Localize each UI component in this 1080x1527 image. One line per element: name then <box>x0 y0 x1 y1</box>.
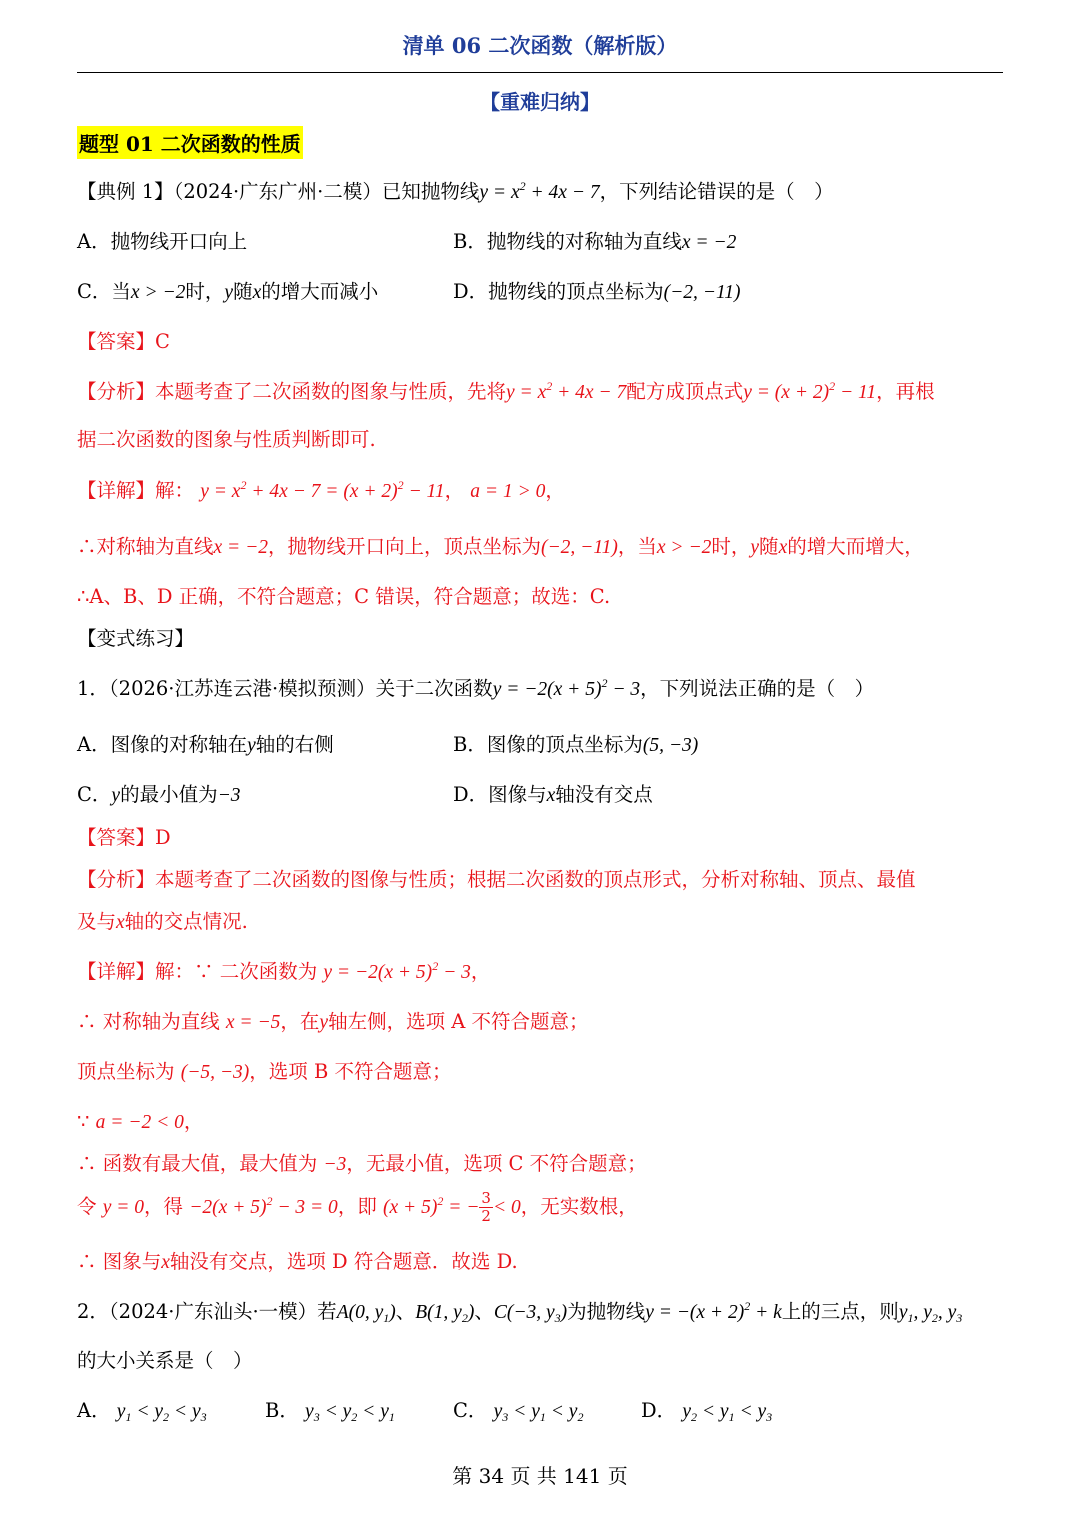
topic-heading: 题型 01 二次函数的性质 <box>77 126 303 159</box>
fraction: $\frac{3}{2}$ <box>481 1189 491 1225</box>
q2-stem-cont: 的大小关系是（ ） <box>77 1349 253 1372</box>
header-rule <box>77 72 1003 73</box>
document-title: 清单 06 二次函数（解析版） <box>402 33 678 58</box>
q1-analysis: 【分析】本题考查了二次函数的图像与性质；根据二次函数的顶点形式，分析对称轴、顶点、最值 <box>77 868 916 891</box>
example1-conclusion-1: ∴对称轴为直线x = −2，抛物线开口向上，顶点坐标为(−2, −11)，当x > −2时，y随x的增大而增大， <box>77 535 924 558</box>
q1-stem: 1．（2026·江苏连云港·模拟预测）关于二次函数$y = -2(x + 5)^2 - 3$，下列说法正确的是（ ） <box>77 676 875 700</box>
q1-option-b: B．图像的顶点坐标为(5, −3) <box>453 733 699 756</box>
example1-detail: 【详解】解： $y = x^2 + 4x - 7 = (x + 2)^2 - 11$， a = 1 > 0， <box>77 478 565 502</box>
example1-option-c: C．当x > −2时，y随x的增大而减小 <box>77 280 379 303</box>
q1-answer: 【答案】D <box>77 826 171 849</box>
q2-option-a: A． $y_1 < y_2 < y_3$ <box>77 1399 207 1424</box>
q1-option-c: C．y的最小值为−3 <box>77 783 241 806</box>
example1-analysis-cont: 据二次函数的图象与性质判断即可. <box>77 428 376 451</box>
q1-detail-5: ∴ 函数有最大值，最大值为 −3，无最小值，选项 C 不符合题意； <box>77 1152 647 1175</box>
q2-option-d: D． $y_2 < y_1 < y_3$ <box>641 1399 773 1424</box>
q2-option-c: C． $y_3 < y_1 < y_2$ <box>453 1399 584 1424</box>
q1-option-a: A．图像的对称轴在y轴的右侧 <box>77 733 334 756</box>
q2-option-b: B． $y_3 < y_2 < y_1$ <box>265 1399 395 1424</box>
q1-detail-6: 令 y = 0，得 $-2(x + 5)^2 - 3 = 0$，即 $(x + 5)^2$ = − $\frac{3}{2}$ < 0，无实数根， <box>77 1189 638 1225</box>
page-footer: 第 34 页 共 141 页 <box>452 1464 628 1488</box>
q1-detail-1: 【详解】解：∵ 二次函数为 $y = -2(x + 5)^2 - 3$， <box>77 959 491 983</box>
example1-option-b: B．抛物线的对称轴为直线x = −2 <box>453 230 737 253</box>
q1-detail-7: ∴ 图象与x轴没有交点，选项 D 符合题意．故选 D. <box>77 1250 518 1273</box>
q1-analysis-cont: 及与x轴的交点情况. <box>77 910 248 933</box>
q1-detail-4: ∵ a = −2 < 0， <box>77 1110 204 1133</box>
section-heading: 【重难归纳】 <box>480 90 600 114</box>
example1-answer: 【答案】C <box>77 330 170 353</box>
example1-option-d: D．抛物线的顶点坐标为(−2, −11) <box>453 280 741 303</box>
example1-stem: 【典例 1】（2024·广东广州·二模）已知抛物线$y = x^2 + 4x - 7$，下列结论错误的是（ ） <box>77 179 834 203</box>
q1-option-d: D．图像与x轴没有交点 <box>453 783 653 806</box>
q1-detail-2: ∴ 对称轴为直线 x = −5，在y轴左侧，选项 A 不符合题意； <box>77 1010 589 1033</box>
q1-detail-3: 顶点坐标为 (−5, −3)，选项 B 不符合题意； <box>77 1060 452 1083</box>
example1-analysis: 【分析】本题考查了二次函数的图象与性质，先将$y = x^2 + 4x - 7$配方成顶点式$y = (x + 2)^2 - 11$，再根 <box>77 379 935 403</box>
practice-heading: 【变式练习】 <box>77 627 195 650</box>
q2-stem: 2．（2024·广东汕头·一模）若A(0, $y_1$)、B(1, $y_2$)、C(−3, $y_3$)为抛物线$y = -(x + 2)^2 + k$上的三点，则$y_1$, $y_2$, $y_3$ <box>77 1299 963 1325</box>
example1-option-a: A．抛物线开口向上 <box>77 230 248 253</box>
parabola-equation: $y = x^2 + 4x - 7$ <box>479 179 600 203</box>
example1-conclusion-2: ∴A、B、D 正确，不符合题意；C 错误，符合题意；故选：C. <box>77 585 611 608</box>
